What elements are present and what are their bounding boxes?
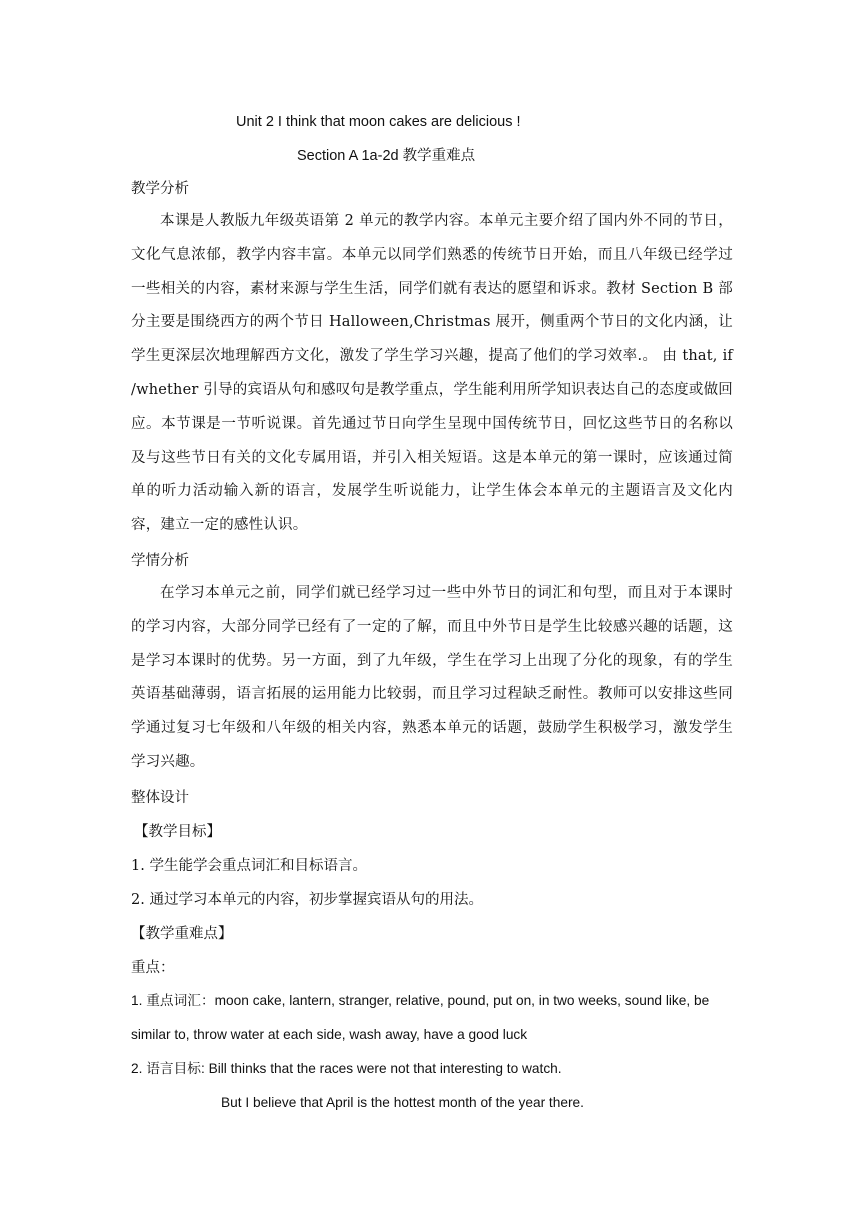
analysis-text: 本课是人教版九年级英语第 2 单元的教学内容。本单元主要介绍了国内外不同的节日，文化气息浓郁，教学内容丰富。本单元以同学们熟悉的传统节日开始，而且八年级已经学过一些相关的内容，素材来源与学生生活，同学们就有表达的愿望和诉求。教材 Section B 部分主要是围绕西方的两个节日 Halloween,Christmas 展开，侧重两个节日的文化内涵，让学生更深层次地理解西方文化，激发了学生学习兴趣，提高了他们的学习效率.。 由 that, if /whether 引导的宾语从句和感叹句是教学重点，学生能利用所学知识表达自己的态度或做回应。本节课是一节听说课。首先通过节日向学生呈现中国传统节日，回忆这些节日的名称以及与这些节日有关的文化专属用语，并引入相关短语。这是本单元的第一课时，应该通过简单的听力活动输入新的语言，发展学生听说能力，让学生体会本单元的主题语言及文化内容，建立一定的感性认识。 bbox=[131, 213, 733, 534]
objective-item-1: 1. 学生能学会重点词汇和目标语言。 bbox=[131, 858, 367, 874]
objective-item-2: 2. 通过学习本单元的内容，初步掌握宾语从句的用法。 bbox=[131, 892, 483, 908]
focus-item-1-line-2: similar to, throw water at each side, wash away, have a good luck bbox=[131, 1027, 528, 1042]
analysis-paragraph bbox=[131, 205, 733, 543]
section-title: Section A 1a-2d 教学重难点 bbox=[297, 148, 476, 164]
unit-title: Unit 2 I think that moon cakes are delicious ! bbox=[236, 114, 521, 130]
design-heading: 整体设计 bbox=[131, 790, 189, 806]
learner-paragraph bbox=[131, 577, 733, 780]
keypoints-heading: 【教学重难点】 bbox=[131, 926, 233, 942]
focus-label: 重点： bbox=[131, 960, 175, 976]
objectives-heading: 【教学目标】 bbox=[134, 824, 221, 840]
focus-item-1-line-1: 1. 重点词汇：moon cake, lantern, stranger, relative, pound, put on, in two weeks, sound like, be bbox=[131, 993, 710, 1008]
focus-item-2: 2. 语言目标: Bill thinks that the races were not that interesting to watch. bbox=[131, 1061, 562, 1076]
focus-item-2-example: But I believe that April is the hottest month of the year there. bbox=[221, 1095, 584, 1110]
learner-text: 在学习本单元之前，同学们就已经学习过一些中外节日的词汇和句型，而且对于本课时的学习内容，大部分同学已经有了一定的了解，而且中外节日是学生比较感兴趣的话题，这是学习本课时的优势。另一方面，到了九年级，学生在学习上出现了分化的现象，有的学生英语基础薄弱，语言拓展的运用能力比较弱，而且学习过程缺乏耐性。教师可以安排这些同学通过复习七年级和八年级的相关内容，熟悉本单元的话题，鼓励学生积极学习，激发学生学习兴趣。 bbox=[131, 585, 733, 770]
analysis-heading: 教学分析 bbox=[131, 181, 189, 197]
learner-heading: 学情分析 bbox=[131, 553, 189, 569]
